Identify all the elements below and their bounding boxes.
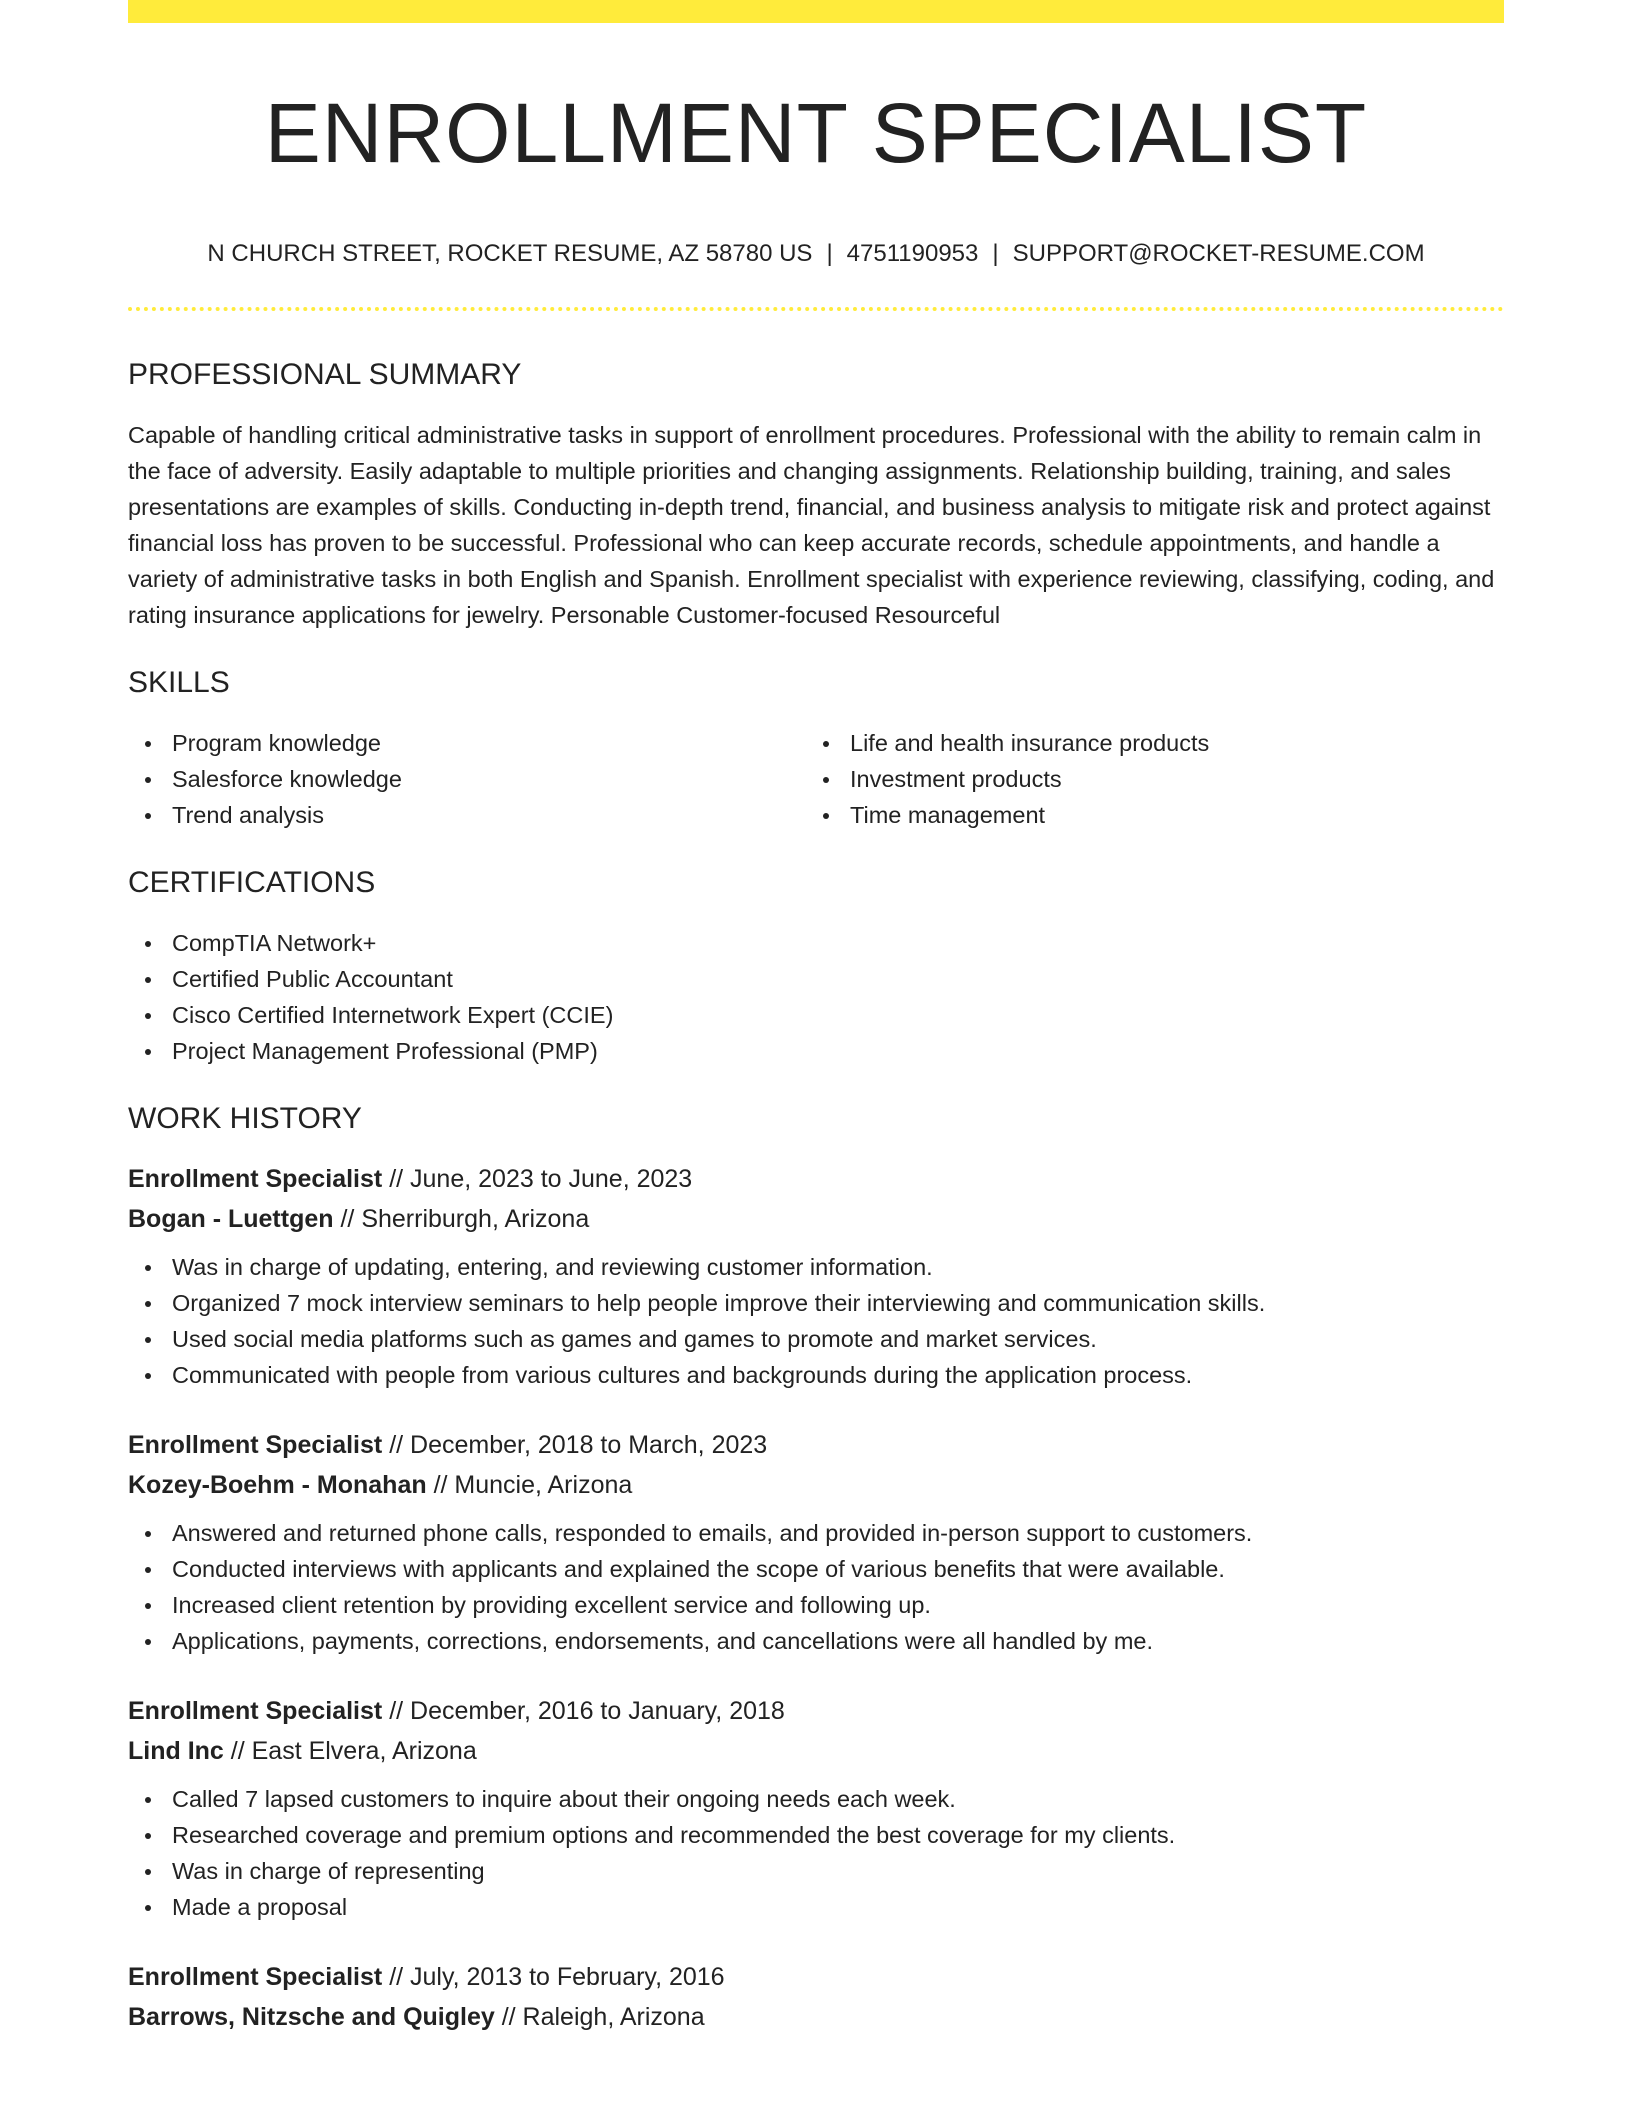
job-dates: // June, 2023 to June, 2023 [382, 1164, 693, 1193]
job-company: Barrows, Nitzsche and Quigley [128, 2002, 495, 2031]
job-title-line [128, 1159, 1504, 1199]
job-bullet: Answered and returned phone calls, responded to emails, and provided in-person support to customers. [128, 1515, 1504, 1551]
job-entry [128, 1159, 1504, 1393]
job-title-line [128, 1691, 1504, 1731]
job-bullet: Organized 7 mock interview seminars to help people improve their interviewing and communication skills. [128, 1285, 1504, 1321]
contact-separator: | [992, 239, 999, 267]
job-location: // Muncie, Arizona [426, 1470, 633, 1499]
contact-address: N CHURCH STREET, ROCKET RESUME, AZ 58780 US [207, 239, 813, 267]
certification-item: Cisco Certified Internetwork Expert (CCIE) [128, 997, 1504, 1033]
contact-separator: | [826, 239, 833, 267]
job-dates: // December, 2018 to March, 2023 [382, 1430, 768, 1459]
contact-phone: 4751190953 [846, 239, 979, 267]
skills-list [128, 725, 1504, 833]
job-company: Kozey-Boehm - Monahan [128, 1470, 427, 1499]
job-entry [128, 1691, 1504, 1925]
job-bullet: Increased client retention by providing excellent service and following up. [128, 1587, 1504, 1623]
job-bullet: Was in charge of updating, entering, and reviewing customer information. [128, 1249, 1504, 1285]
skill-item: Time management [806, 797, 1484, 833]
job-company: Bogan - Luettgen [128, 1204, 334, 1233]
job-dates: // December, 2016 to January, 2018 [382, 1696, 785, 1725]
summary-text: Capable of handling critical administrative tasks in support of enrollment procedures. Professional with the ability to remain calm in the face of adversity. Easily adaptable to multiple priorities and changing assignments. Relationship building, training, and sales presentations are examples of skills. Conducting in-depth trend, financial, and business analysis to mitigate risk and protect against financial loss has proven to be successful. Professional who can keep accurate records, schedule appointments, and handle a variety of administrative tasks in both English and Spanish. Enrollment specialist with experience reviewing, classifying, coding, and rating insurance applications for jewelry. Personable Customer-focused Resourceful [128, 421, 1495, 628]
certification-item: Project Management Professional (PMP) [128, 1033, 1504, 1069]
job-role: Enrollment Specialist [128, 1164, 383, 1193]
job-bullet: Applications, payments, corrections, endorsements, and cancellations were all handled by me. [128, 1623, 1504, 1659]
job-company: Lind Inc [128, 1736, 224, 1765]
job-bullets [128, 1781, 1504, 1925]
dotted-divider [128, 307, 1504, 311]
job-bullet: Researched coverage and premium options and recommended the best coverage for my clients. [128, 1817, 1504, 1853]
job-company-line [128, 1199, 1504, 1239]
job-company-line [128, 1997, 1504, 2037]
job-bullet: Used social media platforms such as games and games to promote and market services. [128, 1321, 1504, 1357]
job-role: Enrollment Specialist [128, 1962, 383, 1991]
job-company-line [128, 1731, 1504, 1771]
skill-item: Life and health insurance products [806, 725, 1484, 761]
skills-heading: SKILLS [128, 665, 230, 699]
skill-item: Program knowledge [128, 725, 806, 761]
contact-email: SUPPORT@ROCKET-RESUME.COM [1012, 239, 1425, 267]
work-history-heading: WORK HISTORY [128, 1101, 362, 1135]
skills-column-right [806, 725, 1484, 833]
skill-item: Investment products [806, 761, 1484, 797]
job-bullet: Communicated with people from various cultures and backgrounds during the application process. [128, 1357, 1504, 1393]
certification-item: Certified Public Accountant [128, 961, 1504, 997]
skills-column-left [128, 725, 806, 833]
job-location: // Raleigh, Arizona [494, 2002, 705, 2031]
job-title-line [128, 1425, 1504, 1465]
skill-item: Trend analysis [128, 797, 806, 833]
job-bullet: Made a proposal [128, 1889, 1504, 1925]
resume-page [128, 0, 1504, 2037]
job-bullets [128, 1249, 1504, 1393]
job-location: // Sherriburgh, Arizona [333, 1204, 590, 1233]
job-bullet: Conducted interviews with applicants and explained the scope of various benefits that were available. [128, 1551, 1504, 1587]
job-entry [128, 1425, 1504, 1659]
contact-line [128, 240, 1504, 269]
job-role: Enrollment Specialist [128, 1696, 383, 1725]
summary-heading: PROFESSIONAL SUMMARY [128, 357, 522, 391]
job-bullet: Was in charge of representing [128, 1853, 1504, 1889]
certifications-list [128, 925, 1504, 1069]
job-entry [128, 1957, 1504, 2037]
accent-bar [128, 0, 1504, 23]
certifications-heading: CERTIFICATIONS [128, 865, 376, 899]
resume-title: ENROLLMENT SPECIALIST [264, 86, 1368, 180]
job-role: Enrollment Specialist [128, 1430, 383, 1459]
job-bullets [128, 1515, 1504, 1659]
skill-item: Salesforce knowledge [128, 761, 806, 797]
job-location: // East Elvera, Arizona [223, 1736, 477, 1765]
job-dates: // July, 2013 to February, 2016 [382, 1962, 725, 1991]
certification-item: CompTIA Network+ [128, 925, 1504, 961]
job-company-line [128, 1465, 1504, 1505]
job-bullet: Called 7 lapsed customers to inquire about their ongoing needs each week. [128, 1781, 1504, 1817]
job-title-line [128, 1957, 1504, 1997]
